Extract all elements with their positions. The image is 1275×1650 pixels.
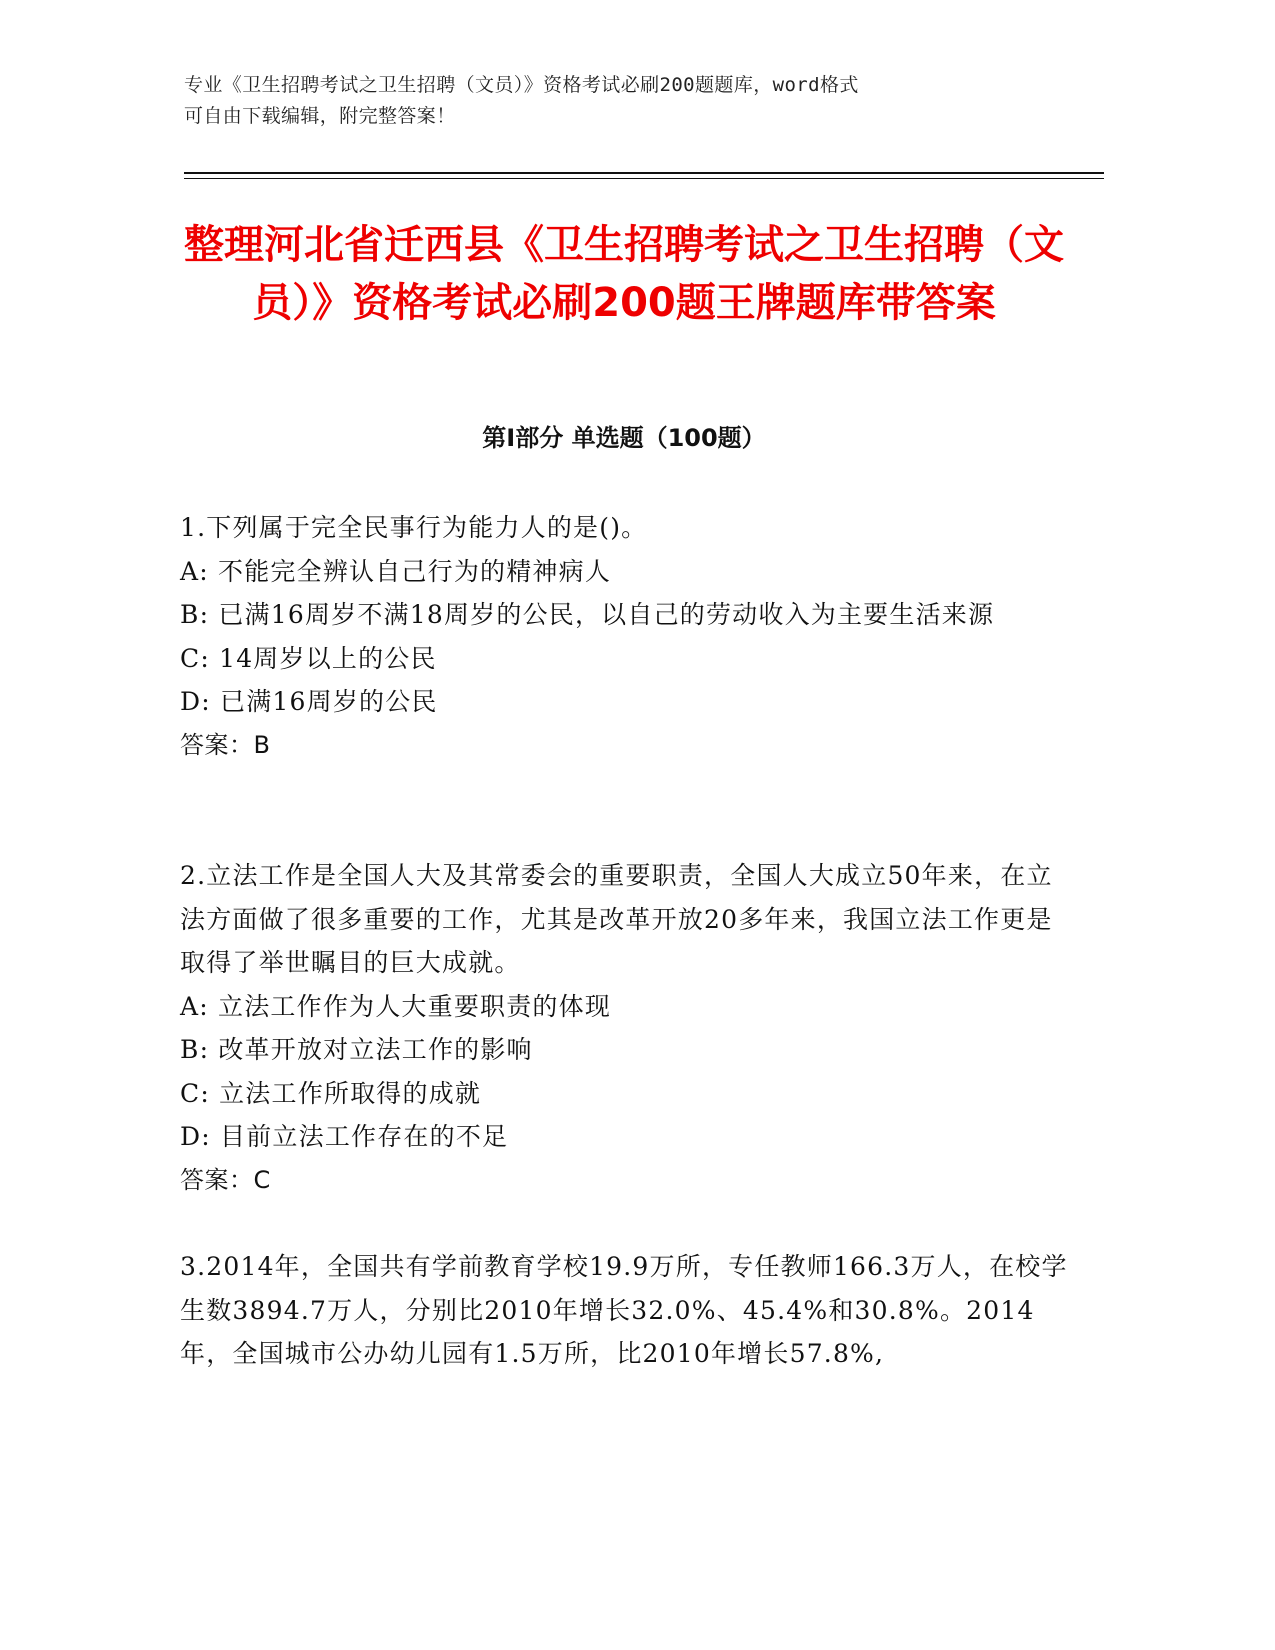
option-b: B: 改革开放对立法工作的影响 [180, 1035, 533, 1064]
option-c: C: 立法工作所取得的成就 [180, 1078, 482, 1108]
option-a: A: 不能完全辨认自己行为的精神病人 [180, 556, 612, 586]
answer: 答案：C [180, 1165, 271, 1194]
header-note-line1: 专业《卫生招聘考试之卫生招聘（文员）》资格考试必刷200题题库，word格式 [184, 74, 859, 96]
header-note-line2: 可自由下载编辑，附完整答案！ [184, 105, 456, 127]
header-divider-thick [184, 172, 1104, 174]
option-a: A: 立法工作作为人大重要职责的体现 [180, 991, 612, 1021]
question-1 [180, 506, 1070, 767]
option-d: D: 目前立法工作存在的不足 [180, 1122, 509, 1151]
option-d: D: 已满16周岁的公民 [180, 687, 438, 716]
option-b: B: 已满16周岁不满18周岁的公民，以自己的劳动收入为主要生活来源 [180, 600, 995, 629]
question-stem: 1.下列属于完全民事行为能力人的是()。 [180, 513, 648, 542]
question-stem: 2.立法工作是全国人大及其常委会的重要职责，全国人大成立50年来，在立法方面做了很多重要的工作，尤其是改革开放20多年来，我国立法工作更是取得了举世瞩目的巨大成就。 [180, 861, 1053, 977]
answer: 答案：B [180, 730, 271, 759]
question-2 [180, 854, 1070, 1202]
header-divider-thin [184, 178, 1104, 179]
header-note [184, 70, 1064, 132]
section-title: 第Ⅰ部分 单选题（100题） [482, 424, 766, 452]
document-title: 整理河北省迁西县《卫生招聘考试之卫生招聘（文员）》资格考试必刷200题王牌题库带答案 [184, 222, 1064, 326]
question-3 [180, 1245, 1070, 1376]
question-stem: 3.2014年，全国共有学前教育学校19.9万所，专任教师166.3万人，在校学生数3894.7万人，分别比2010年增长32.0%、45.4%和30.8%。2014年，全国城市公办幼儿园有1.5万所，比2010年增长57.8%, [180, 1252, 1068, 1368]
option-c: C: 14周岁以上的公民 [180, 643, 437, 673]
